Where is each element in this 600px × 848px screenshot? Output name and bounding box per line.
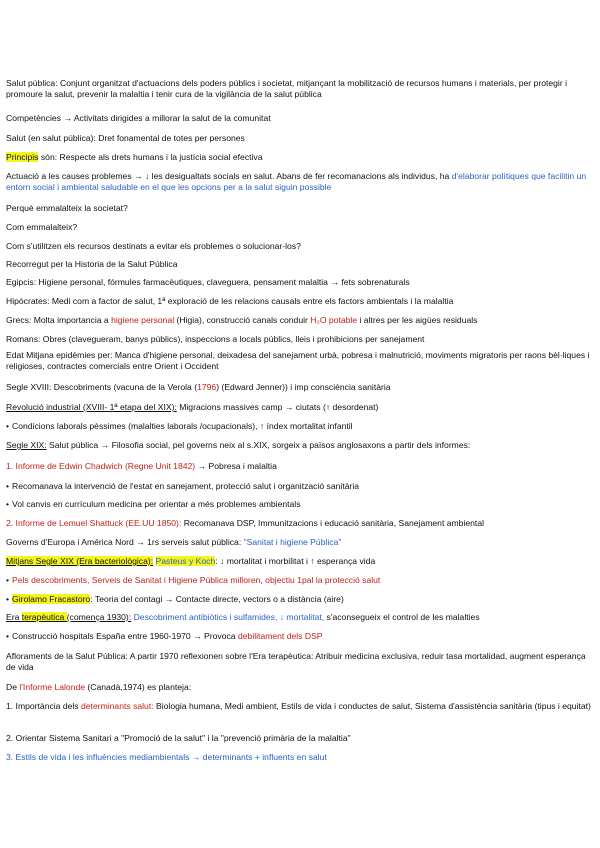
text-run: Com emmalalteix? [6, 222, 78, 232]
text-run: Pasteus y Koch [155, 556, 216, 566]
paragraph [6, 133, 594, 144]
text-run: 3. Estils de vida i les influències mediambientals → determinants + influents en salut [6, 752, 327, 762]
paragraph [6, 334, 594, 345]
text-run: Recomanava DSP, Immunitzacions i educació sanitària, Sanejament ambiental [181, 518, 485, 528]
text-run: Competències → Activitats dirigides a millorar la salut de la comunitat [6, 113, 271, 123]
text-run: Principis [6, 152, 39, 162]
paragraph [6, 682, 594, 693]
text-run: Pels descobriments, Serveis de Sanitat i Higiene Pública milloren, objectiu 1pal la protecció salut [12, 575, 381, 585]
text-run: 2. Orientar Sistema Sanitari a "Promoció de la salut" i la "prevenció primària de la malaltia" [6, 733, 351, 743]
text-run: Segle XVIII: Descobriments (vacuna de la Verola ( [6, 382, 198, 392]
paragraph [6, 575, 594, 586]
text-run: (comença 1930): [66, 612, 132, 622]
paragraph [6, 440, 594, 451]
paragraph [6, 752, 594, 763]
text-run: Construcció hospitals España entre 1960-1970 → Provoca [12, 631, 238, 641]
text-run: Era [6, 612, 22, 622]
paragraph [6, 350, 594, 372]
text-run: Edat Mitjana epidèmies per: Manca d'higiene personal, deixadesa del sanejament urbà, pobresa i malnutrició, moviments migratoris per raons bèl·liques i religioses, contractes comercials entre Orient i Occident [6, 350, 590, 371]
text-run: Romans: Obres (clavegueram, banys públics), inspeccions a locals públics, lleis i prohibicions per sanejament [6, 334, 425, 344]
bullet-marker: • [6, 575, 10, 585]
paragraph [6, 701, 594, 712]
text-run: ) (Edward Jenner)) i imp consciència sanitària [216, 382, 391, 392]
paragraph [6, 222, 594, 233]
text-run: Recomanava la intervenció de l'estat en sanejament, protecció salut i organització sanitària [12, 481, 360, 491]
paragraph [6, 421, 594, 432]
text-run: determinants salut: [81, 701, 154, 711]
bullet-marker: • [6, 481, 10, 491]
text-run: debilitament dels DSP [237, 631, 323, 641]
text-run: higiene personal [111, 315, 175, 325]
text-run: → Pobresa i malaltia [195, 461, 277, 471]
text-run: De [6, 682, 20, 692]
text-run: Descobriment antibiòtics i sulfamides, ↓ mortalitat, [133, 612, 325, 622]
paragraph [6, 651, 594, 673]
text-run: : ↓ mortalitat i morbilitat i ↑ esperança vida [215, 556, 376, 566]
text-run: Salut (en salut pública): Dret fonamental de totes per persones [6, 133, 245, 143]
paragraph [6, 152, 594, 163]
paragraph [6, 518, 594, 529]
paragraph [6, 631, 594, 642]
text-run: d'elaborar polítiques que facilitin un entorn social i ambiental saludable en el que les opcions per a la salut siguin possible [6, 171, 587, 192]
text-run: Hipòcrates: Medi com a factor de salut, 1ª exploració de les relacions causals entre els factors ambientals i la malaltia [6, 296, 454, 306]
paragraph [6, 113, 594, 124]
paragraph [6, 612, 594, 623]
paragraph [6, 733, 594, 744]
text-run: són: Respecte als drets humans i la justícia social efectiva [38, 152, 263, 162]
text-run: 1796 [197, 382, 217, 392]
text-run: Grecs: Molta importancia a [6, 315, 112, 325]
paragraph [6, 241, 594, 252]
text-run: (Canadà,1974) es planteja: [85, 682, 192, 692]
paragraph [6, 203, 594, 214]
text-run: Afloraments de la Salut Pública: A partir 1970 reflexionen sobre l'Era terapèutica: Atribuir medicina exclusiva, reduir tasa mortalidad, augment esperança de vida [6, 651, 586, 672]
text-run: Recorregut per la Historia de la Salut Pública [6, 259, 178, 269]
text-run: Governs d'Europa i América Nord → 1rs serveis salut pública: [6, 537, 244, 547]
text-run: 1. Informe de Edwin Chadwich (Regne Unit 1842) [6, 461, 196, 471]
text-run: H₂O potable [310, 315, 358, 325]
paragraph [6, 78, 594, 100]
paragraph [6, 556, 594, 567]
bullet-marker: • [6, 631, 10, 641]
paragraph [6, 402, 594, 413]
text-run: Salut pública → Filosofia social, pel governs neix al s.XIX, sorgeix a països anglosaxons a partir dels informes: [46, 440, 471, 450]
text-run: Segle XIX: [6, 440, 47, 450]
text-run: Mitjans Segle XIX (Era bacteriològica): [6, 556, 154, 566]
text-run: (Higia), construcció canals conduir [174, 315, 311, 325]
text-run: : Teoria del contagi → Contacte directe, vectors o a distància (aire) [90, 594, 344, 604]
text-run: Biologia humana, Medi ambient, Estils de vida i conductes de salut, Sistema d'assistència sanitària (tipus i equitat) [153, 701, 591, 711]
text-run: Actuació a les causes problemes → ↓ les desigualtats socials en salut. Abans de fer recomanacions als individus, ha [6, 171, 452, 181]
bullet-marker: • [6, 421, 10, 431]
text-run: 2. Informe de Lemuel Shattuck (EE.UU 1850): [6, 518, 182, 528]
text-run: l'Informe Lalonde [19, 682, 86, 692]
text-run: Salut pública: Conjunt organitzat d'actuacions dels poders públics i societat, mitjançant la mobilització de recursos humans i materials, per protegir i promoure la salut, prevenir la malaltia i tenir cura de la vigilància de la salut pública [6, 78, 567, 99]
paragraph [6, 499, 594, 510]
paragraph [6, 296, 594, 307]
paragraph [6, 537, 594, 548]
bullet-marker: • [6, 499, 10, 509]
paragraph [6, 461, 594, 472]
text-run: Girolamo Fracastoro [12, 594, 91, 604]
text-run: Vol canvis en currículum medicina per orientar a més problemes ambientals [12, 499, 301, 509]
text-run: terapèutica [21, 612, 67, 622]
paragraph [6, 481, 594, 492]
text-run: Revolució industrial (XVIII- 1ª etapa del XIX): [6, 402, 177, 412]
text-run: Condicions laborals pèssimes (malalties laborals /ocupacionals), ↑ índex mortalitat infantil [12, 421, 353, 431]
paragraph [6, 171, 594, 193]
text-run: Migracions massives camp → ciutats (↑ desordenat) [176, 402, 379, 412]
text-run: i altres per les aigües residuals [357, 315, 478, 325]
paragraph [6, 315, 594, 326]
paragraph [6, 382, 594, 393]
text-run: s'aconsegueix el control de les malalties [324, 612, 480, 622]
text-run: 1. Importància dels [6, 701, 81, 711]
paragraph [6, 594, 594, 605]
paragraph [6, 277, 594, 288]
text-run: Com s'utilitzen els recursos destinats a evitar els problemes o solucionar-los? [6, 241, 301, 251]
text-run: Perquè emmalalteix la societat? [6, 203, 128, 213]
bullet-marker: • [6, 594, 10, 604]
paragraph [6, 259, 594, 270]
text-run: Egipcis: Higiene personal, fórmules farmacèutiques, claveguera, pensament malaltia → fets sobrenaturals [6, 277, 410, 287]
text-run: "Sanitat i higiene Pública" [243, 537, 342, 547]
